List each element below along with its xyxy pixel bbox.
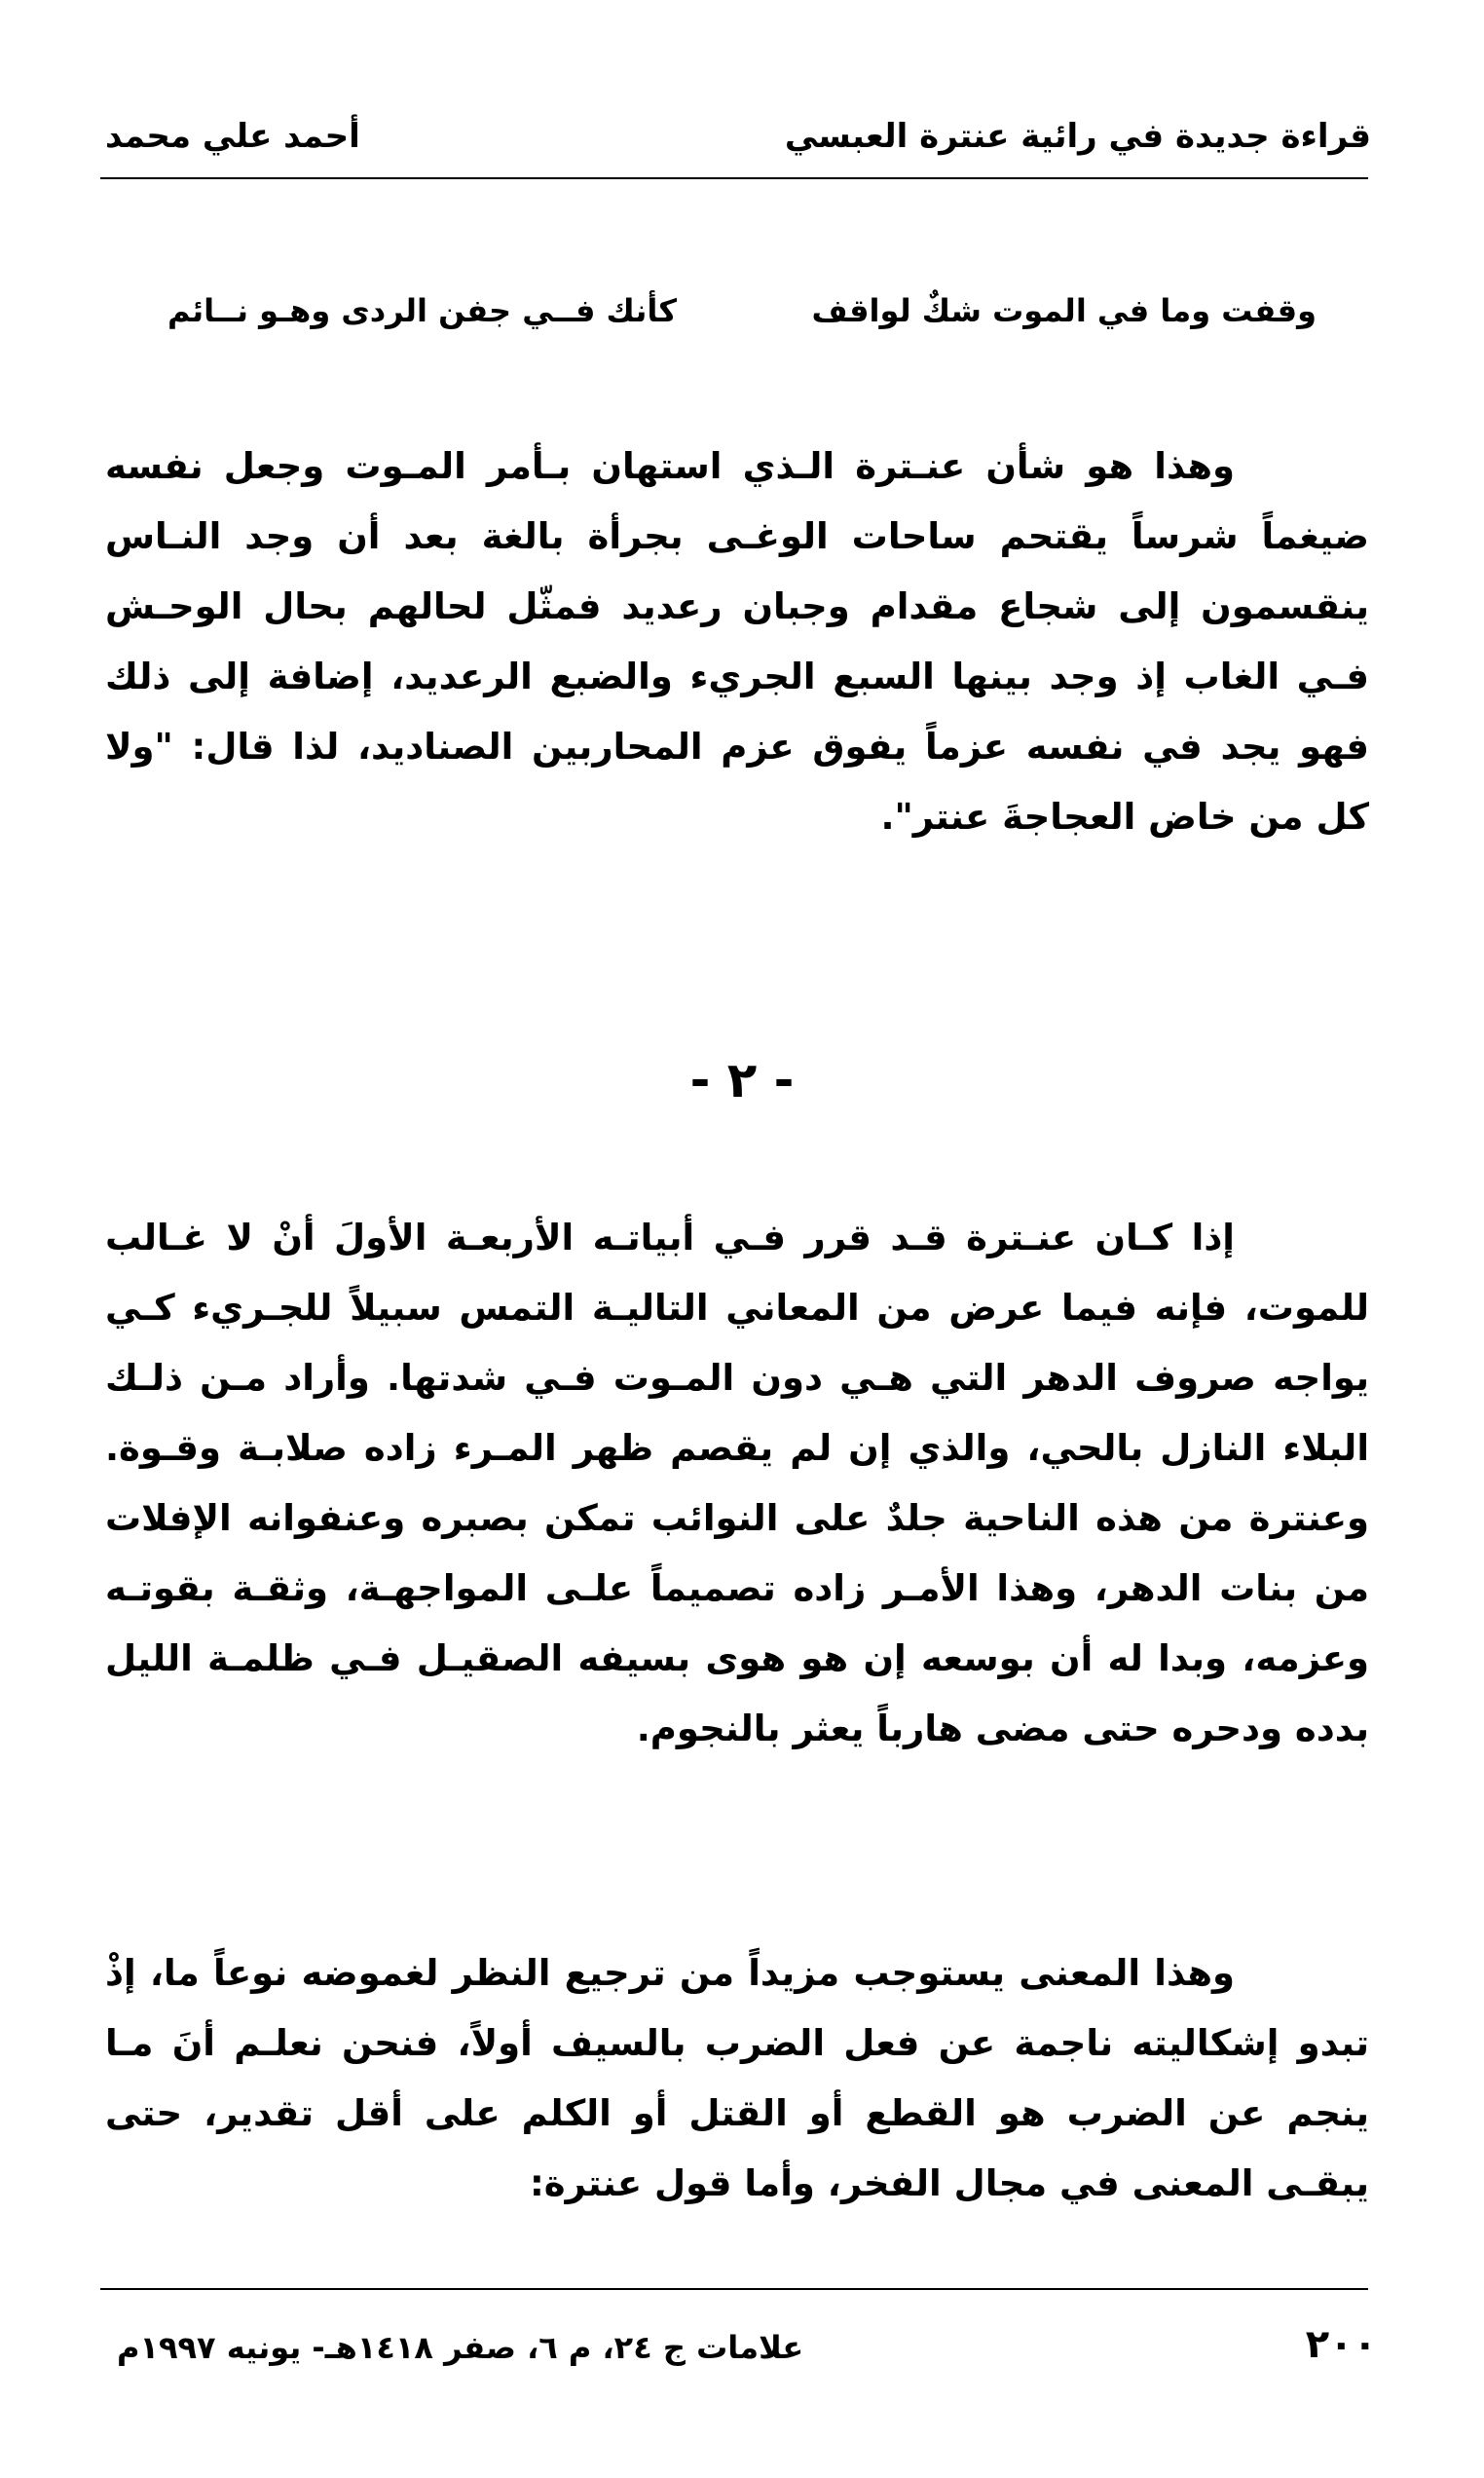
paragraph-text: إذا كـان عنـترة قـد قرر فـي أبياتـه الأربعـة الأولَ أنْ لا غـالب للموت، فإنه فيما عرض من المعاني التاليـة التمس سبيلاً للجـريء كـي يواجه صروف الدهر التي هـي دون المـوت فـي شدتها. وأراد مـن ذلـك البلاء النازل بالحي، والذي إن لم يقصم ظهر المـرء زاده صلابـة وقـوة. وعنترة من هذه الناحية جلدٌ على النوائب تمكن بصبره وعنفوانه الإفلات من بنات الدهر، وهذا الأمـر زاده تصميماً علـى المواجهـة، وثقـة بقوتـه وعزمه، وبدا له أن بوسعه إن هو هوى بسيفه الصقيـل فـي ظلمـة الليل بدده ودحره حتى مضى هارباً يعثر بالنجوم. — [105, 1217, 1369, 1749]
page-number: ٢٠٠ — [1305, 2322, 1377, 2367]
footer-rule — [100, 2288, 1368, 2290]
paragraph-text: وهذا المعنى يستوجب مزيداً من ترجيع النظر لغموضه نوعاً ما، إذْ تبدو إشكاليته ناجمة عن فعل الضرب بالسيف أولاً، فنحن نعلـم أنَ مـا ينجم عن الضرب هو القطع أو القتل أو الكلم على أقل تقدير، حتى يبقـى المعنى في مجال الفخر، وأما قول عنترة: — [105, 1952, 1369, 2204]
running-title: قراءة جديدة في رائية عنترة العبسي — [784, 117, 1371, 156]
paragraph-text: وهذا هو شأن عنـترة الـذي استهان بـأمر المـوت وجعل نفسه ضيغماً شرساً يقتحم ساحات الوغـى بجرأة بالغة بعد أن وجد النـاس ينقسمون إلى شجاع مقدام وجبان رعديد فمثّل لحالهم بحال الوحـش فـي الغاب إذ وجد بينها السبع الجريء والضبع الرعديد، إضافة إلى ذلك فهو يجد في نفسه عزماً يفوق عزم المحاربين الصناديد، لذا قال: "ولا كل من خاض العجاجةَ عنتر". — [105, 445, 1369, 838]
paragraph — [105, 1203, 1369, 1764]
verse-first-hemistich: وقفت وما في الموت شكٌ لواقف — [811, 292, 1317, 329]
section-number: - ٢ - — [689, 1052, 795, 1108]
paragraph — [105, 1938, 1369, 2219]
running-author: أحمد علي محمد — [105, 117, 360, 156]
journal-citation: علامات ج ٢٤، م ٦، صفر ١٤١٨هـ- يونيه ١٩٩٧م — [117, 2329, 804, 2366]
verse-second-hemistich: كأنك فــي جفن الردى وهـو نــائم — [167, 292, 677, 329]
paragraph — [105, 432, 1369, 852]
header-rule — [100, 177, 1368, 179]
